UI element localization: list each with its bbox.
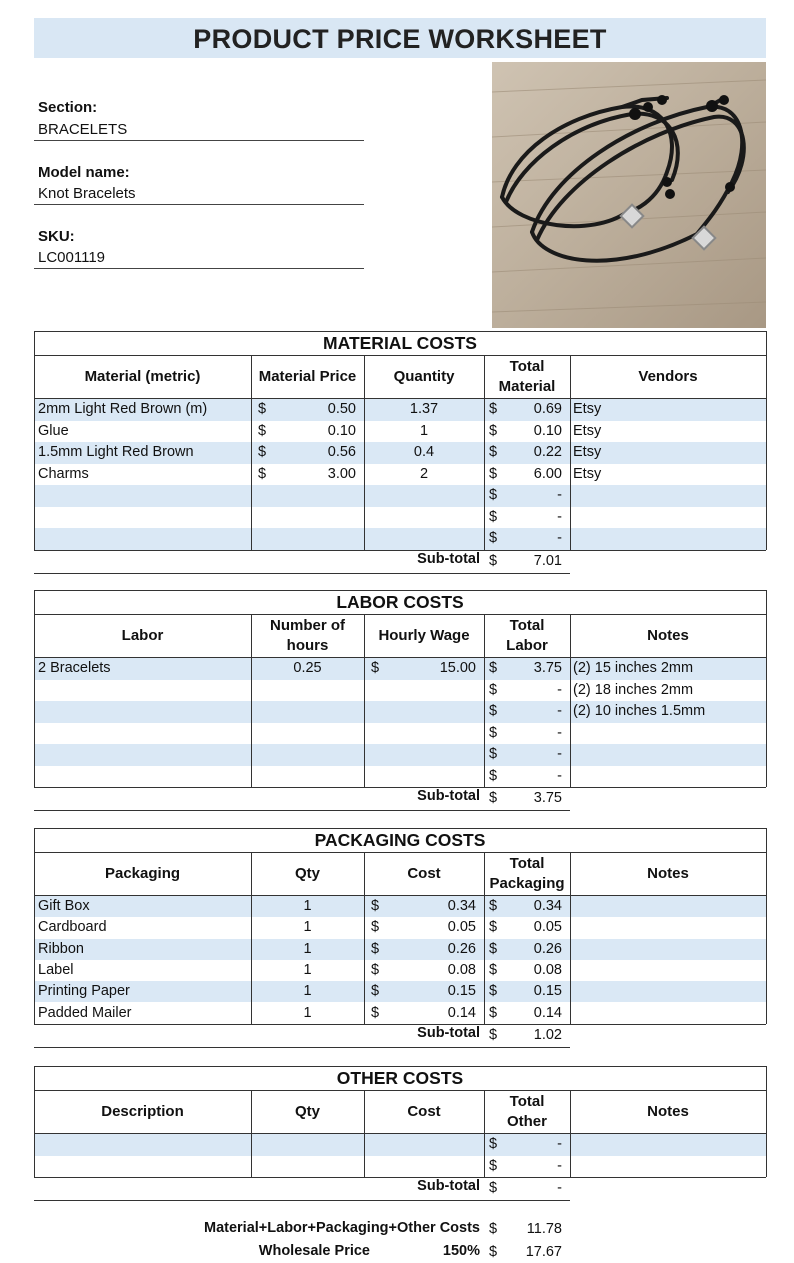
- labor-section-title: LABOR COSTS: [336, 592, 464, 612]
- labor-header-hours-line2: hours: [286, 637, 329, 654]
- sku-value: LC001119: [38, 249, 106, 266]
- labor-header-hours: Number of: [270, 617, 345, 634]
- other-total-currency: $: [489, 1157, 498, 1174]
- labor-border-top: [34, 590, 766, 591]
- wholesale-markup-percent: 150%: [442, 1243, 480, 1259]
- sku-underline: [34, 268, 364, 269]
- section-underline: [34, 140, 364, 141]
- packaging-header-cost: Cost: [407, 865, 441, 882]
- material-total-currency: $: [489, 444, 498, 460]
- material-header-total-line2: Material: [498, 378, 556, 395]
- material-total-value: -: [557, 508, 562, 525]
- labor-total-currency: $: [489, 681, 498, 698]
- labor-header-top-line: [34, 614, 766, 615]
- material-material-name: 1.5mm Light Red Brown: [38, 444, 194, 460]
- packaging-total-value: 0.14: [533, 1004, 562, 1021]
- section-value: BRACELETS: [38, 121, 128, 138]
- packaging-cost-currency: $: [371, 919, 380, 936]
- packaging-header-packaging: Packaging: [104, 865, 181, 882]
- packaging-total-currency: $: [489, 919, 498, 936]
- labor-total-value: 3.75: [533, 660, 562, 676]
- other-subtotal-value: -: [557, 1180, 562, 1196]
- packaging-subtotal-label: Sub-total: [417, 1024, 480, 1041]
- other-border-right: [766, 1066, 767, 1177]
- other-header-total-line2: Other: [506, 1113, 547, 1130]
- labor-note-text: (2) 10 inches 1.5mm: [573, 703, 706, 719]
- material-quantity-value: 0.4: [413, 444, 435, 460]
- packaging-total-value: 0.08: [533, 961, 562, 978]
- labor-wage-value: 15.00: [439, 660, 476, 676]
- packaging-total-value: 0.05: [533, 919, 562, 936]
- other-header-bottom-line: [34, 1133, 766, 1134]
- other-header-description: Description: [101, 1103, 184, 1120]
- packaging-header-total: Total: [509, 855, 545, 872]
- other-subtotal-currency: $: [489, 1180, 498, 1196]
- packaging-cost-value: 0.05: [447, 919, 476, 936]
- other-header-total: Total: [509, 1093, 545, 1110]
- material-header-quantity: Quantity: [393, 368, 455, 385]
- packaging-total-currency: $: [489, 961, 498, 978]
- material-material-name: Charms: [38, 465, 89, 482]
- packaging-cost-currency: $: [371, 961, 380, 978]
- summary-costs-label: Material+Labor+Packaging+Other Costs: [204, 1220, 480, 1236]
- packaging-subtotal-value: 1.02: [533, 1026, 562, 1043]
- packaging-header-top-line: [34, 852, 766, 853]
- labor-header-total: Total: [509, 617, 545, 634]
- page-title: PRODUCT PRICE WORKSHEET: [193, 24, 607, 54]
- labor-header-labor: Labor: [121, 627, 164, 644]
- material-total-currency: $: [489, 401, 498, 417]
- model-value: Knot Bracelets: [38, 185, 136, 202]
- material-header-price: Material Price: [258, 368, 357, 385]
- packaging-total-currency: $: [489, 983, 498, 1000]
- packaging-cost-value: 0.08: [447, 961, 476, 978]
- other-header-qty: Qty: [294, 1103, 320, 1120]
- other-subtotal-label: Sub-total: [417, 1178, 480, 1194]
- labor-subtotal-underline: [34, 810, 570, 811]
- material-total-currency: $: [489, 530, 498, 546]
- other-border-top: [34, 1066, 766, 1067]
- labor-border-right: [766, 590, 767, 787]
- packaging-packaging-name: Gift Box: [38, 898, 90, 914]
- other-header-top-line: [34, 1090, 766, 1091]
- packaging-total-value: 0.34: [533, 898, 562, 914]
- packaging-packaging-name: Ribbon: [38, 940, 84, 957]
- packaging-packaging-name: Printing Paper: [38, 983, 130, 1000]
- labor-header-total-line2: Labor: [506, 637, 548, 654]
- model-label: Model name:: [38, 164, 130, 181]
- labor-total-currency: $: [489, 660, 498, 676]
- labor-hours-value: 0.25: [293, 660, 322, 676]
- material-price-currency: $: [258, 401, 267, 417]
- packaging-subtotal-underline: [34, 1047, 570, 1048]
- packaging-qty-value: 1: [303, 898, 312, 914]
- other-row-stripe: [34, 1134, 766, 1156]
- material-price-currency: $: [258, 422, 267, 439]
- material-quantity-value: 1.37: [409, 401, 439, 417]
- material-border-right: [766, 331, 767, 550]
- material-material-name: Glue: [38, 422, 69, 439]
- other-header-cost: Cost: [407, 1103, 441, 1120]
- material-total-currency: $: [489, 487, 498, 503]
- material-row-stripe: [34, 528, 766, 550]
- packaging-total-currency: $: [489, 940, 498, 957]
- material-header-vendors: Vendors: [638, 368, 698, 385]
- labor-total-value: -: [557, 746, 562, 762]
- wholesale-price-value: 17.67: [525, 1244, 562, 1260]
- packaging-subtotal-currency: $: [489, 1026, 498, 1043]
- material-price-value: 0.56: [327, 444, 356, 460]
- packaging-border-right: [766, 828, 767, 1024]
- product-photo: [492, 62, 766, 328]
- wholesale-price-label: Wholesale Price: [258, 1243, 370, 1259]
- other-section-title: OTHER COSTS: [336, 1068, 464, 1088]
- material-total-currency: $: [489, 465, 498, 482]
- material-total-value: -: [557, 487, 562, 503]
- other-header-notes: Notes: [647, 1103, 689, 1120]
- labor-total-value: -: [557, 681, 562, 698]
- material-vendor-name: Etsy: [573, 465, 602, 482]
- labor-subtotal-label: Sub-total: [417, 788, 480, 804]
- material-total-value: 0.69: [533, 401, 562, 417]
- packaging-packaging-name: Cardboard: [38, 919, 107, 936]
- material-header-total: Total: [509, 358, 545, 375]
- packaging-cost-value: 0.26: [447, 940, 476, 957]
- material-total-currency: $: [489, 508, 498, 525]
- packaging-qty-value: 1: [303, 1004, 312, 1021]
- material-total-value: 0.22: [533, 444, 562, 460]
- packaging-total-currency: $: [489, 1004, 498, 1021]
- material-vendor-name: Etsy: [573, 422, 602, 439]
- material-border-top: [34, 331, 766, 332]
- material-vendor-name: Etsy: [573, 401, 602, 417]
- labor-header-notes: Notes: [647, 627, 689, 644]
- labor-total-value: -: [557, 767, 562, 784]
- summary-costs-value: 11.78: [526, 1221, 562, 1237]
- labor-border-left: [34, 590, 35, 787]
- material-section-title: MATERIAL COSTS: [323, 333, 477, 353]
- material-total-currency: $: [489, 422, 498, 439]
- sku-label: SKU:: [38, 228, 75, 245]
- material-material-name: 2mm Light Red Brown (m): [38, 401, 208, 417]
- labor-total-value: -: [557, 724, 562, 741]
- material-total-value: 6.00: [533, 465, 562, 482]
- material-subtotal-label: Sub-total: [417, 550, 480, 567]
- labor-total-currency: $: [489, 724, 498, 741]
- labor-note-text: (2) 18 inches 2mm: [573, 681, 694, 698]
- material-quantity-value: 2: [419, 465, 429, 482]
- packaging-border-top: [34, 828, 766, 829]
- other-total-value: -: [557, 1136, 562, 1152]
- material-header-material: Material (metric): [84, 368, 201, 385]
- packaging-cost-currency: $: [371, 1004, 380, 1021]
- material-subtotal-underline: [34, 573, 570, 574]
- packaging-qty-value: 1: [303, 940, 312, 957]
- packaging-qty-value: 1: [303, 983, 312, 1000]
- packaging-qty-value: 1: [303, 919, 312, 936]
- labor-wage-currency: $: [371, 660, 380, 676]
- packaging-qty-value: 1: [303, 961, 312, 978]
- material-price-currency: $: [258, 465, 267, 482]
- material-price-value: 3.00: [327, 465, 356, 482]
- model-underline: [34, 204, 364, 205]
- packaging-header-qty: Qty: [294, 865, 320, 882]
- wholesale-currency: $: [489, 1244, 498, 1260]
- labor-labor-name: 2 Bracelets: [38, 660, 111, 676]
- packaging-header-total-line2: Packaging: [489, 875, 565, 892]
- labor-total-currency: $: [489, 703, 498, 719]
- labor-subtotal-currency: $: [489, 790, 498, 806]
- material-subtotal-value: 7.01: [533, 552, 562, 569]
- material-price-value: 0.50: [327, 401, 356, 417]
- other-total-value: -: [557, 1157, 562, 1174]
- packaging-total-value: 0.26: [533, 940, 562, 957]
- material-vendor-name: Etsy: [573, 444, 602, 460]
- packaging-cost-value: 0.34: [447, 898, 476, 914]
- material-border-left: [34, 331, 35, 550]
- packaging-section-title: PACKAGING COSTS: [314, 830, 486, 850]
- section-label: Section:: [38, 99, 98, 116]
- labor-header-wage: Hourly Wage: [378, 627, 470, 644]
- labor-row-stripe: [34, 744, 766, 766]
- material-price-value: 0.10: [327, 422, 356, 439]
- packaging-border-left: [34, 828, 35, 1024]
- other-subtotal-underline: [34, 1200, 570, 1201]
- material-header-top-line: [34, 355, 766, 356]
- packaging-cost-currency: $: [371, 940, 380, 957]
- other-total-currency: $: [489, 1136, 498, 1152]
- material-subtotal-currency: $: [489, 552, 498, 569]
- packaging-cost-value: 0.14: [447, 1004, 476, 1021]
- labor-subtotal-value: 3.75: [533, 790, 562, 806]
- labor-total-currency: $: [489, 746, 498, 762]
- labor-note-text: (2) 15 inches 2mm: [573, 660, 694, 676]
- summary-costs-currency: $: [489, 1221, 498, 1237]
- packaging-total-value: 0.15: [533, 983, 562, 1000]
- material-quantity-value: 1: [419, 422, 429, 439]
- labor-total-value: -: [557, 703, 562, 719]
- material-total-value: 0.10: [533, 422, 562, 439]
- packaging-header-notes: Notes: [647, 865, 689, 882]
- material-row-stripe: [34, 485, 766, 507]
- packaging-packaging-name: Label: [38, 961, 74, 978]
- packaging-total-currency: $: [489, 898, 498, 914]
- packaging-cost-currency: $: [371, 983, 380, 1000]
- material-total-value: -: [557, 530, 562, 546]
- packaging-packaging-name: Padded Mailer: [38, 1004, 132, 1021]
- packaging-cost-value: 0.15: [447, 983, 476, 1000]
- material-price-currency: $: [258, 444, 267, 460]
- packaging-cost-currency: $: [371, 898, 380, 914]
- labor-total-currency: $: [489, 767, 498, 784]
